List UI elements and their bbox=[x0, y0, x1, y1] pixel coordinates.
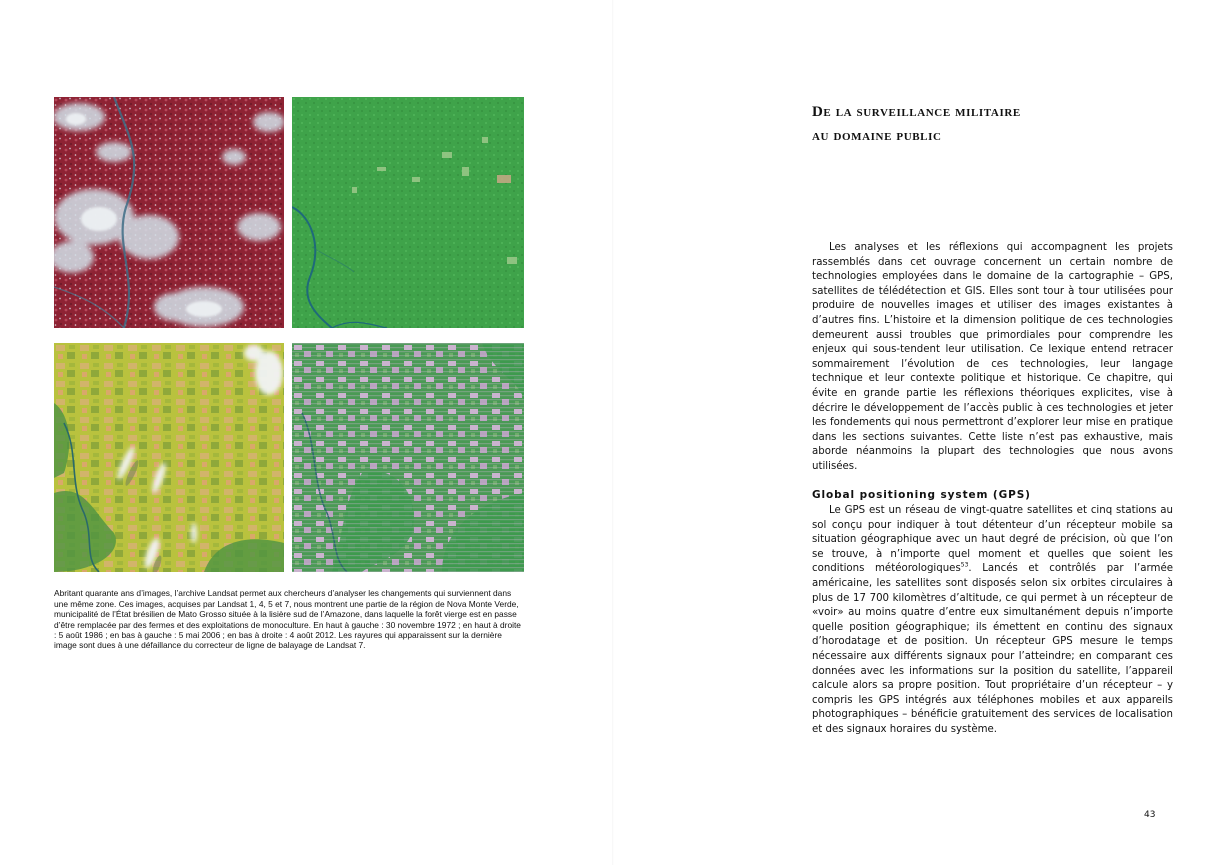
page-number: 43 bbox=[1144, 810, 1156, 820]
intro-paragraph: Les analyses et les réflexions qui accompagnent les projets rassemblés dans cet ouvrage concernent un certain nombre de technologies employées dans le domaine de la cartographie – GPS, satellites de télédétection et GIS. Elles sont tour à tour utilisées pour produire de nouvelles images et utiliser des images existantes à d’autres fins. L’histoire et la dimension politique de ces technologies demeurent aussi troubles que primordiales pour comprendre les enjeux qui sous-tendent leur utilisation. Ce lexique entend retracer sommairement l’évolution de ces technologies, leur langage technique et leur contexte politique et historique. Ce chapitre, qui évite en grande partie les réflexions théoriques explicites, vise à décrire le développement de l’accès public à ces technologies et jeter les fondements qui nous permettront d’explorer leur mise en pratique dans les sections suivantes. Cette liste n’est pas exhaustive, mais aborde néanmoins la plupart des technologies que nous avons utilisées. bbox=[812, 242, 1173, 472]
book-gutter bbox=[612, 0, 614, 865]
landsat-image-1972 bbox=[54, 97, 284, 328]
section-heading-gps: Global positioning system (GPS) bbox=[812, 489, 1031, 501]
landsat-image-2012 bbox=[292, 343, 524, 572]
gps-section bbox=[812, 504, 1173, 738]
intro-section bbox=[812, 241, 1173, 475]
chapter-title-line-1: De la surveillance militaire bbox=[812, 104, 1021, 121]
gps-paragraph bbox=[812, 504, 1173, 738]
landsat-image-2006 bbox=[54, 343, 284, 572]
landsat-image-1986 bbox=[292, 97, 524, 328]
gps-text-part-1: Le GPS est un réseau de vingt-quatre satellites et cinq stations au sol conçu pour indiquer à tout détenteur d’un récepteur mobile sa situation géographique avec un haut degré de précision, où que l’on se trouve, à n’importe quel moment et quelles que soient les conditions météorologiques bbox=[812, 505, 1173, 575]
footnote-reference[interactable]: 53 bbox=[960, 561, 969, 569]
chapter-title-line-2: au domaine public bbox=[812, 128, 942, 145]
chapter-title bbox=[812, 100, 1172, 148]
figure-caption: Abritant quarante ans d’images, l’archive Landsat permet aux chercheurs d’analyser les changements qui surviennent dans une même zone. Ces images, acquises par Landsat 1, 4, 5 et 7, nous montrent une partie de la région de Nova Monte Verde, municipalité de l’État brésilien de Mato Grosso située à la lisière sud de l’Amazone, dans laquelle la forêt vierge est en passe d’être remplacée par des fermes et des exploitations de monoculture. En haut à gauche : 30 novembre 1972 ; en haut à droite : 5 août 1986 ; en bas à gauche : 5 mai 2006 ; en bas à droite : 4 août 2012. Les rayures qui apparaissent sur la dernière image sont dues à une défaillance du correcteur de ligne de balayage de Landsat 7. bbox=[54, 588, 521, 651]
gps-text-part-2: . Lancés et contrôlés par l’armée américaine, les satellites sont disposés selon six orbites circulaires à plus de 17 700 kilomètres d’altitude, ce qui permet à un récepteur de «voir» au moins quatre d’entre eux simultanément depuis n’importe quelle position géographique; ils émettent en continu des signaux d’horodatage et de position. Un récepteur GPS mesure le temps nécessaire aux différents signaux pour l’atteindre; en comparant ces données avec les informations sur la position du satellite, l’appareil calcule alors sa propre position. Tout propriétaire d’un récepteur – y compris les GPS intégrés aux téléphones mobiles et aux appareils photographiques – bénéficie gratuitement des services de localisation et des signaux horaires du système. bbox=[812, 563, 1173, 735]
